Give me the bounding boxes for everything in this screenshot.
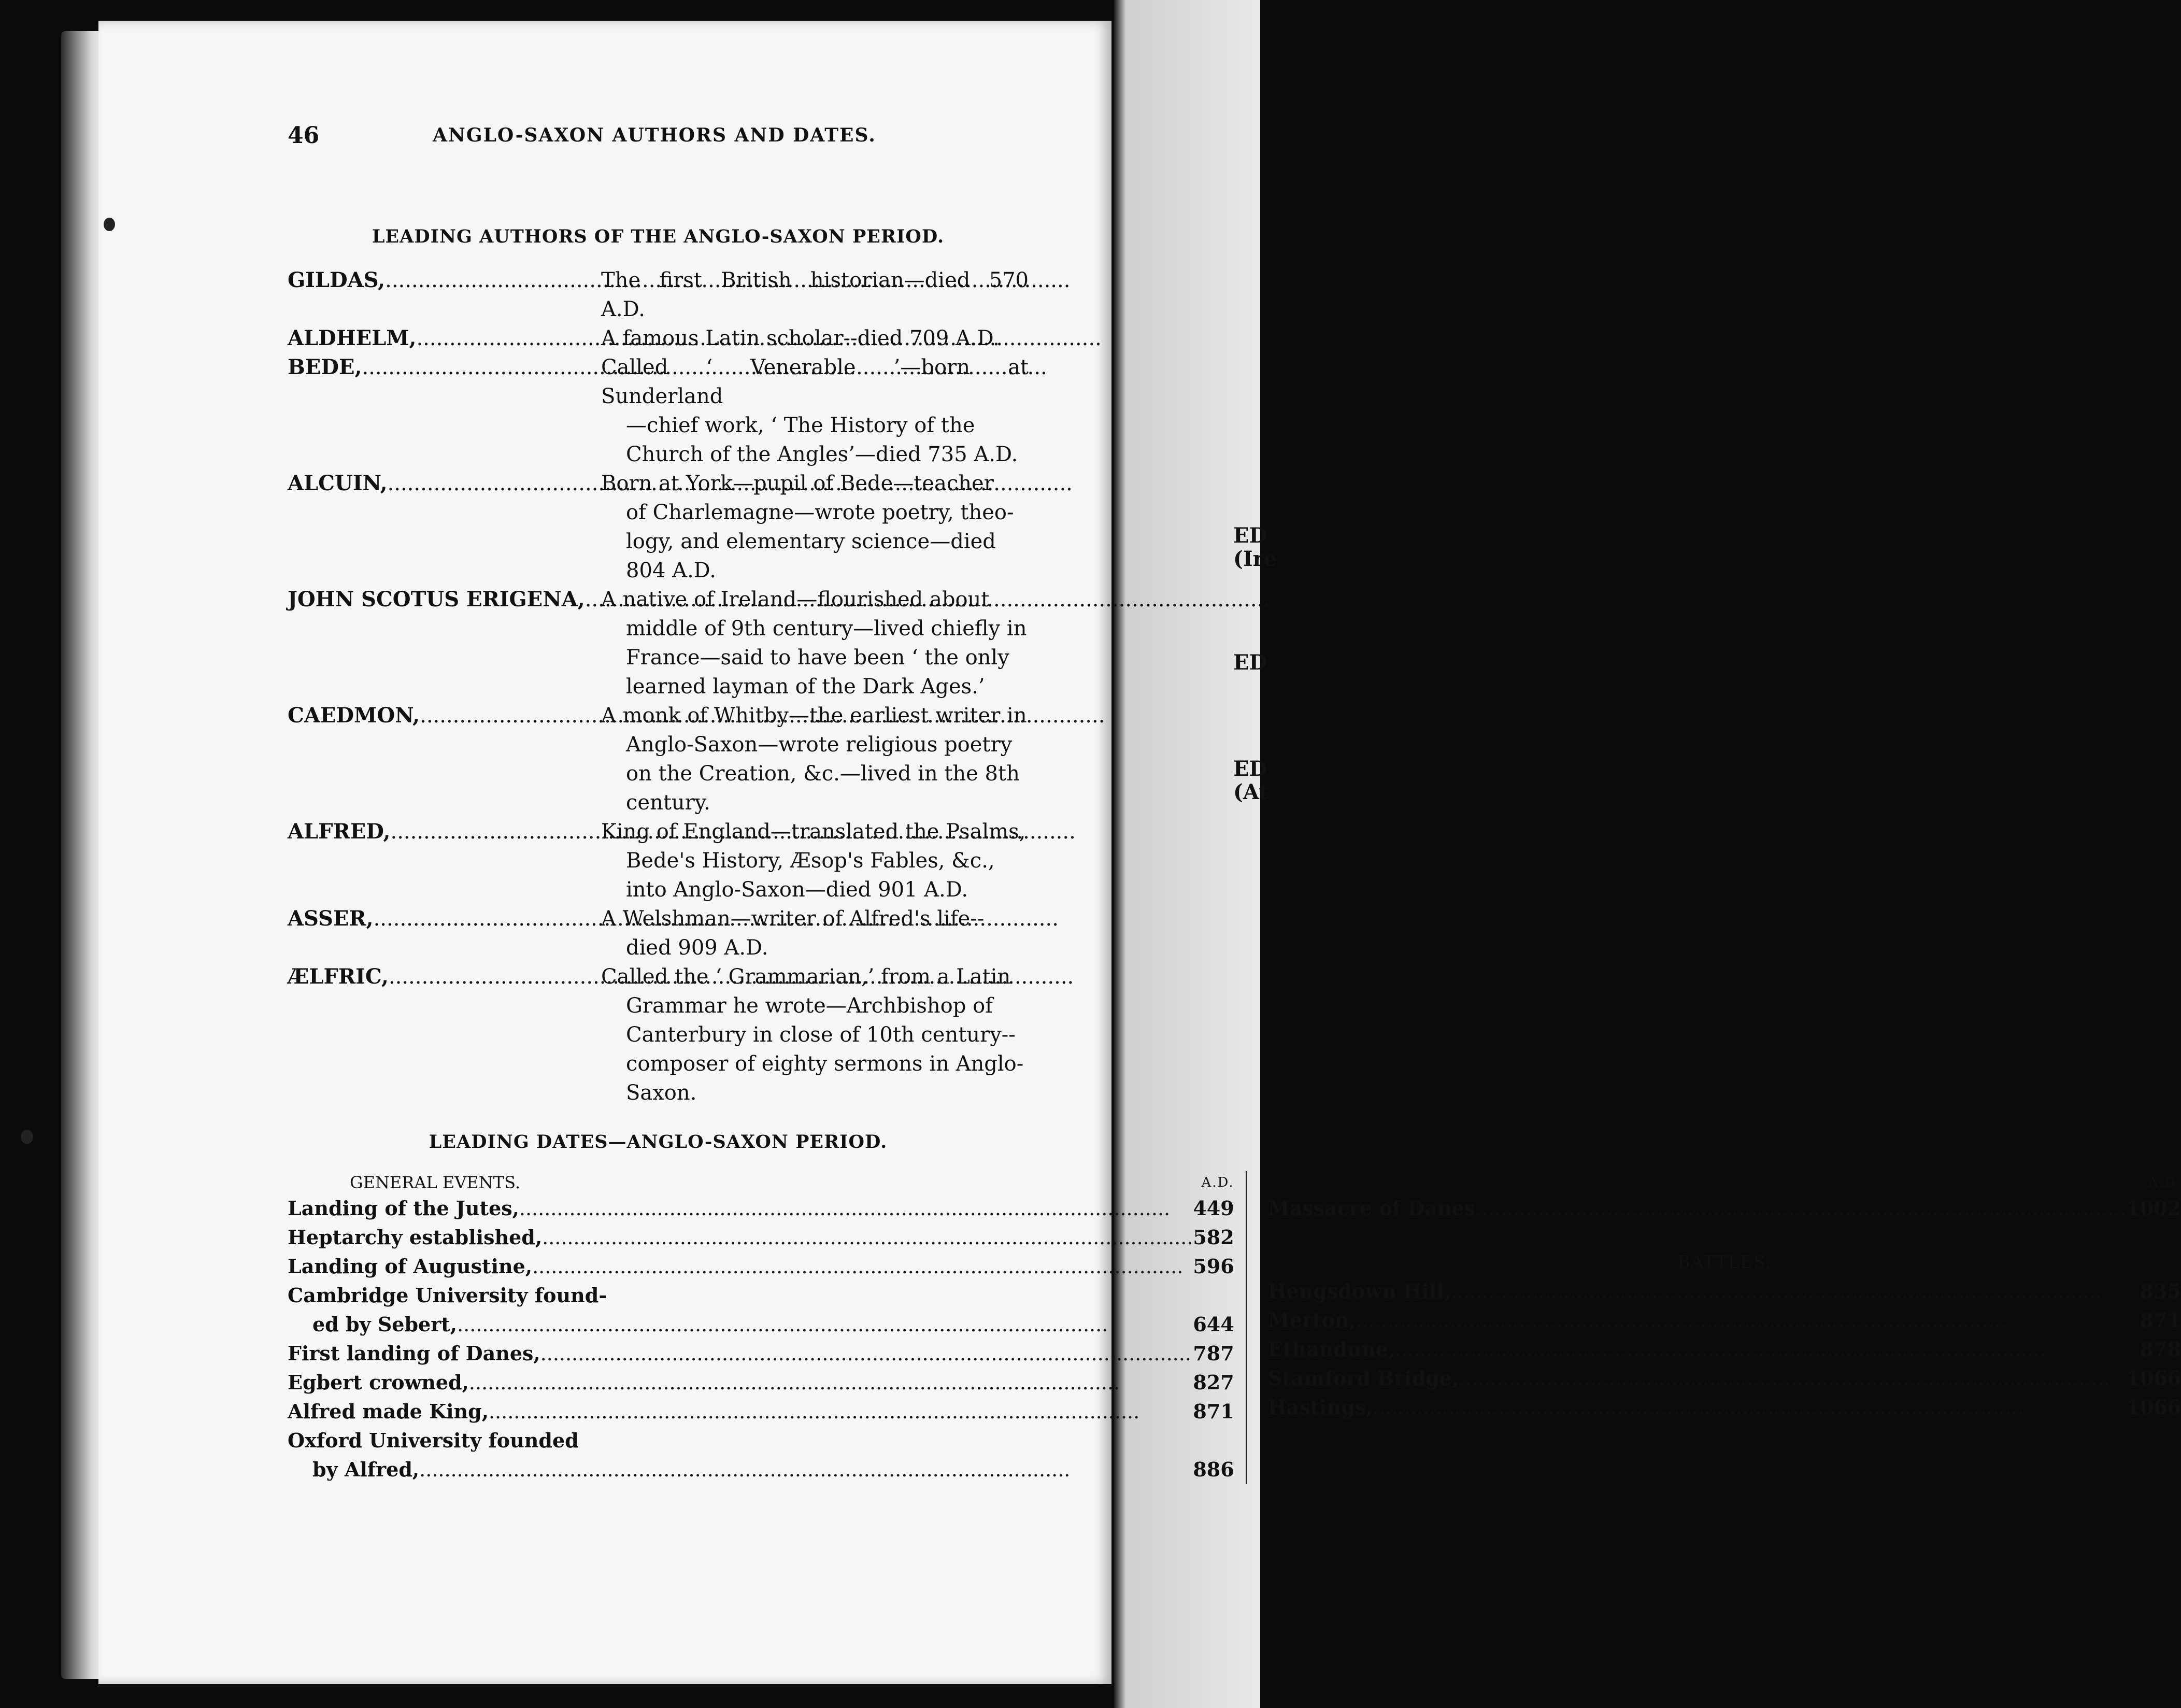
author-description	[601, 904, 1029, 962]
event-label: Massacre of Danes .....	[1268, 1194, 2127, 1223]
event-label-line: Cambridge University found-	[288, 1284, 607, 1307]
event-row	[288, 1194, 1234, 1223]
authors-list	[288, 266, 1029, 1107]
description-line: Called the ‘ Grammarian,’ from a Latin	[601, 965, 1011, 989]
running-head	[288, 122, 1029, 153]
battle-label: Hengsdown Hill, .....	[1268, 1277, 2140, 1306]
ink-blot	[21, 1130, 33, 1144]
battle-row	[1268, 1335, 2181, 1364]
description-line: 804 A.D.	[626, 559, 717, 582]
author-name: CAEDMON, .....	[288, 701, 601, 817]
ad-label: A.D.	[1201, 1175, 1234, 1190]
event-year: 582	[1193, 1226, 1234, 1249]
battle-label: Stamford Bridge, .....	[1268, 1364, 2127, 1393]
event-label: by Alfred, .....	[312, 1455, 1193, 1484]
event-year: 827	[1193, 1371, 1234, 1394]
facing-page-fragment: ED	[1233, 650, 1267, 675]
event-row	[288, 1397, 1234, 1426]
description-line: The first British historian—died 570 A.D.	[601, 268, 1029, 321]
event-label: Heptarchy established, .....	[288, 1223, 1193, 1252]
author-description	[601, 469, 1029, 585]
event-row	[288, 1339, 1234, 1368]
battle-row	[1268, 1393, 2181, 1422]
description-line: Bede's History, Æsop's Fables, &c.,	[626, 849, 995, 873]
event-year: 1002	[2126, 1197, 2181, 1220]
author-name: ALFRED, .....	[288, 817, 601, 904]
author-description	[601, 353, 1029, 469]
description-line: Called ‘ Venerable ’—born at Sunderland	[601, 355, 1029, 408]
description-line: Anglo-Saxon—wrote religious poetry	[626, 733, 1013, 757]
author-entry	[288, 701, 1029, 817]
description-line: A Welshman—writer of Alfred's life--	[601, 907, 985, 931]
ink-blot	[104, 218, 115, 231]
author-name: JOHN SCOTUS ERIGENA, .....	[288, 585, 601, 701]
author-entry	[288, 353, 1029, 469]
battle-year: 835	[2140, 1279, 2181, 1303]
event-row	[288, 1223, 1234, 1252]
dates-table	[288, 1171, 2181, 1484]
battle-row	[1268, 1364, 2181, 1393]
battle-label: Ethandune, .....	[1268, 1335, 2140, 1364]
event-row	[1268, 1194, 2181, 1223]
event-row	[288, 1368, 1234, 1397]
author-name: GILDAS, .....	[288, 266, 601, 324]
battle-year: 871	[2140, 1308, 2181, 1332]
author-entry	[288, 469, 1029, 585]
event-year: 644	[1193, 1313, 1234, 1336]
column-head	[288, 1171, 1234, 1194]
author-description	[601, 962, 1029, 1107]
page-content	[288, 122, 2181, 1484]
battle-year: 1066	[2126, 1367, 2181, 1390]
author-entry	[288, 585, 1029, 701]
event-label: Landing of Augustine, .....	[288, 1252, 1193, 1281]
dates-heading: LEADING DATES—ANGLO-SAXON PERIOD.	[429, 1131, 888, 1152]
author-entry	[288, 817, 1029, 904]
description-line: A monk of Whitby—the earliest writer in	[601, 704, 1027, 728]
event-label: ed by Sebert, .....	[312, 1310, 1193, 1339]
event-row	[288, 1455, 1234, 1484]
description-line: logy, and elementary science—died	[626, 530, 996, 553]
author-description	[601, 817, 1029, 904]
author-name: BEDE, .....	[288, 353, 601, 469]
event-year: 886	[1193, 1458, 1234, 1481]
event-row	[288, 1252, 1234, 1281]
description-line: Born at York—pupil of Bede—teacher	[601, 472, 994, 495]
author-name: ÆLFRIC, .....	[288, 962, 601, 1107]
event-label: First landing of Danes, .....	[288, 1339, 1193, 1368]
author-entry	[288, 962, 1029, 1107]
description-line: Grammar he wrote—Archbishop of	[626, 994, 993, 1018]
author-entry	[288, 904, 1029, 962]
general-events-column	[288, 1171, 1247, 1484]
description-line: century.	[626, 791, 710, 815]
description-line: died 909 A.D.	[626, 936, 768, 960]
author-entry	[288, 266, 1029, 324]
event-row	[288, 1310, 1234, 1339]
event-year: 449	[1193, 1197, 1234, 1220]
battle-row	[1268, 1277, 2181, 1306]
battles-heading: BATTLES.	[1677, 1252, 1772, 1273]
battle-year: 878	[2140, 1337, 2181, 1361]
description-line: King of England—translated the Psalms,	[601, 820, 1026, 844]
ad-label: A.D.	[2148, 1175, 2181, 1190]
description-line: France—said to have been ‘ the only	[626, 646, 1009, 670]
author-description	[601, 324, 1029, 353]
description-line: of Charlemagne—wrote poetry, theo-	[626, 501, 1014, 524]
authors-heading: LEADING AUTHORS OF THE ANGLO-SAXON PERIOD.	[372, 226, 945, 247]
running-title: ANGLO-SAXON AUTHORS AND DATES.	[433, 124, 876, 146]
facing-page-fragment: (Ire	[1233, 547, 1277, 571]
author-description	[601, 266, 1029, 324]
facing-page-fragment: (At	[1233, 780, 1268, 804]
description-line: learned layman of the Dark Ages.’	[626, 675, 985, 699]
battle-label: Merton, .....	[1268, 1306, 2140, 1335]
event-label: Alfred made King, .....	[288, 1397, 1193, 1426]
description-line: —chief work, ‘ The History of the	[626, 414, 975, 437]
event-year: 596	[1193, 1255, 1234, 1278]
description-line: middle of 9th century—lived chiefly in	[626, 617, 1027, 641]
book-spine-shadow	[61, 31, 103, 1679]
author-name: ASSER, .....	[288, 904, 601, 962]
description-line: A native of Ireland—flourished about	[601, 588, 990, 611]
author-name: ALCUIN, .....	[288, 469, 601, 585]
description-line: on the Creation, &c.—lived in the 8th	[626, 762, 1020, 786]
column-head	[1268, 1171, 2181, 1194]
event-label: Landing of the Jutes, .....	[288, 1194, 1193, 1223]
author-description	[601, 585, 1029, 701]
event-year: 787	[1193, 1342, 1234, 1365]
description-line: Canterbury in close of 10th century--	[626, 1023, 1016, 1047]
right-column	[1247, 1171, 2181, 1484]
event-year: 871	[1193, 1400, 1234, 1423]
event-label: Egbert crowned, .....	[288, 1368, 1193, 1397]
author-entry	[288, 324, 1029, 353]
description-line: composer of eighty sermons in Anglo-	[626, 1052, 1024, 1076]
description-line: into Anglo-Saxon—died 901 A.D.	[626, 878, 968, 902]
description-line: Saxon.	[626, 1081, 697, 1105]
event-label-line: Oxford University founded	[288, 1429, 579, 1452]
facing-page-fragment: ED	[1233, 523, 1267, 548]
author-name: ALDHELM, .....	[288, 324, 601, 353]
general-events-heading: GENERAL EVENTS.	[350, 1173, 521, 1192]
description-line: Church of the Angles’—died 735 A.D.	[626, 443, 1018, 466]
description-line: A famous Latin scholar--died 709 A.D.	[601, 326, 1000, 350]
battle-year: 1066	[2126, 1396, 2181, 1419]
page-number: 46	[288, 122, 320, 149]
battle-label: Hastings, .....	[1268, 1393, 2127, 1422]
author-description	[601, 701, 1029, 817]
facing-page-fragment: ED	[1233, 757, 1267, 781]
battle-row	[1268, 1306, 2181, 1335]
